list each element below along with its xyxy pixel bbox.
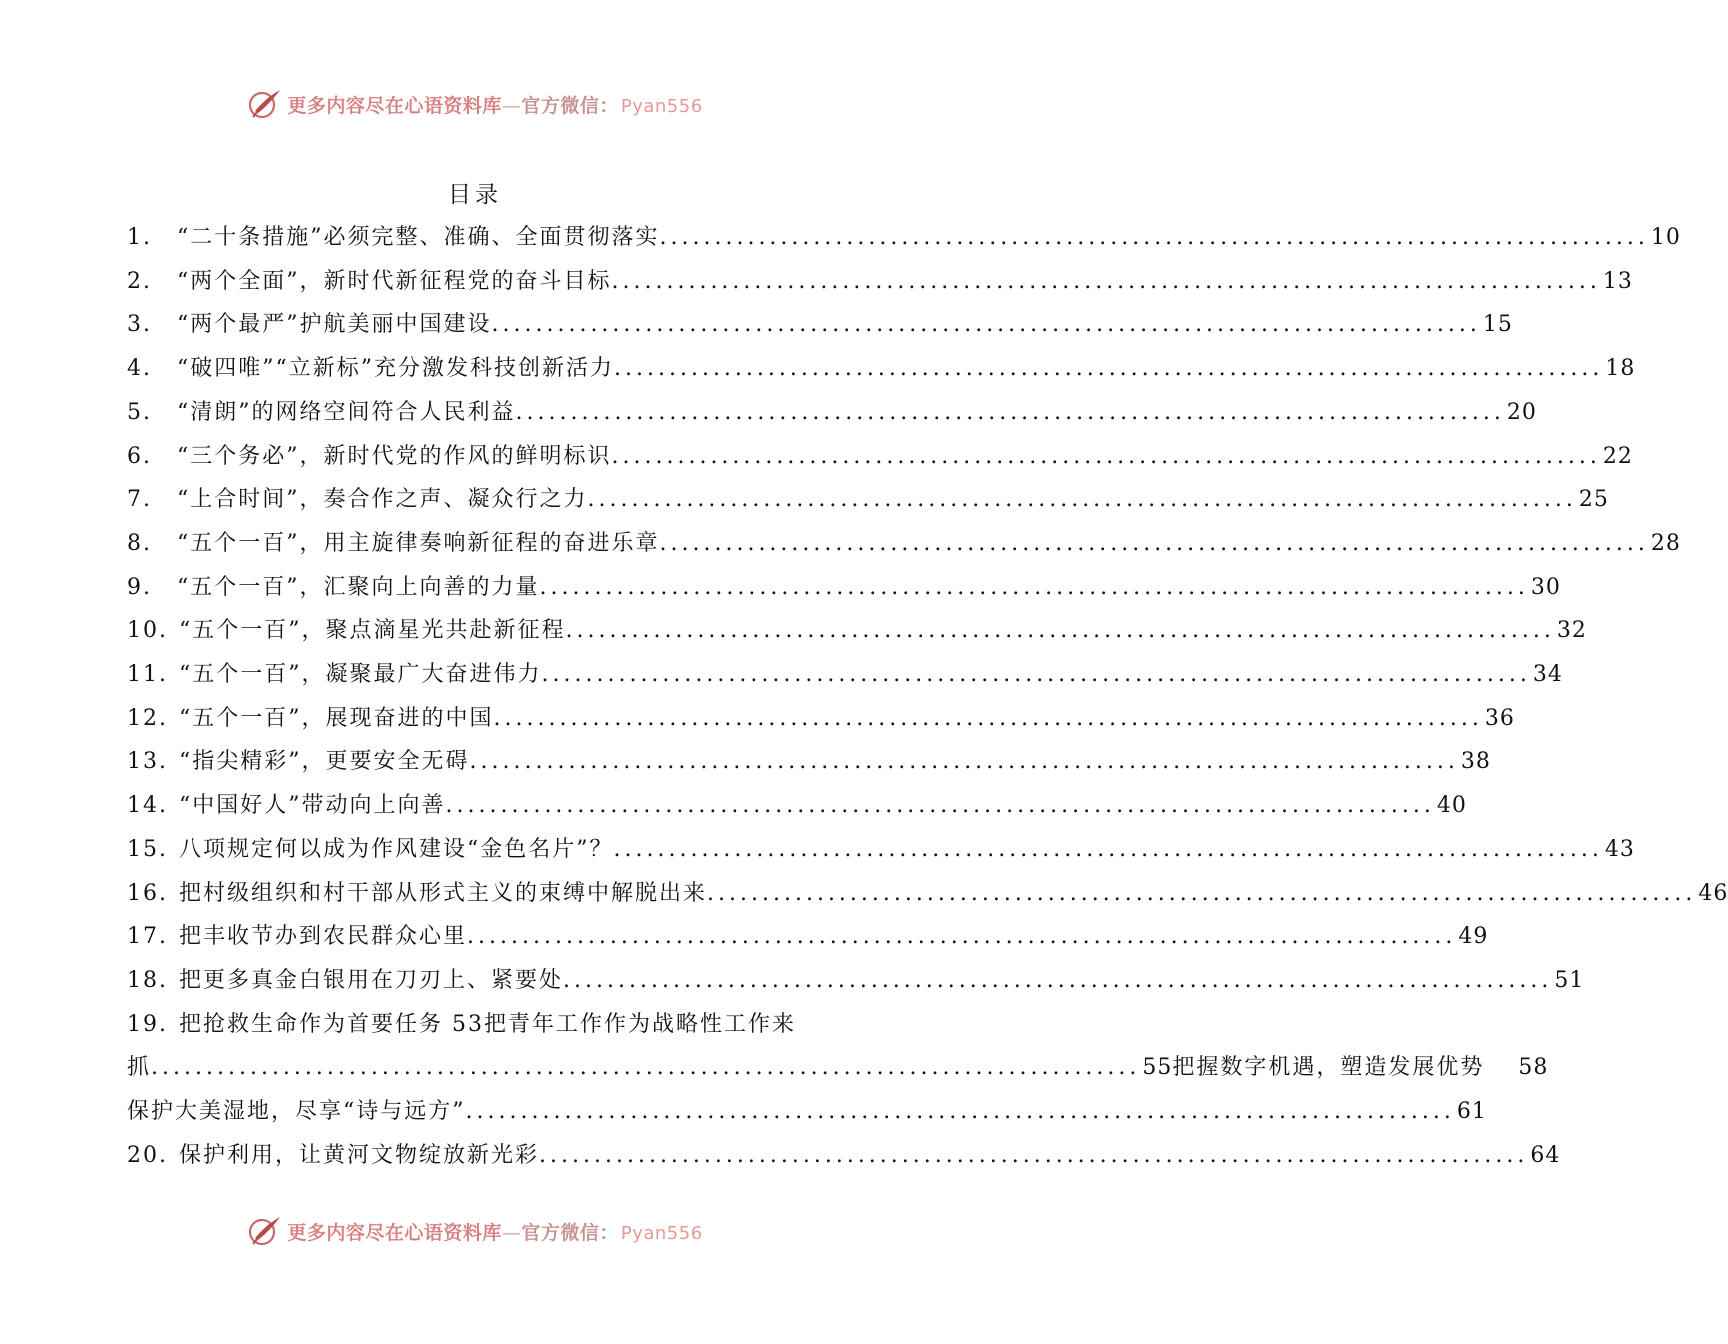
- toc-entry-number: 2.: [127, 268, 152, 294]
- toc-entry[interactable]: [127, 435, 1633, 479]
- toc-entry-title: 把更多真金白银用在刀刃上、紧要处: [179, 967, 564, 993]
- toc-leader-dots: ..........................................................................................: [445, 793, 1435, 819]
- toc-entry[interactable]: [127, 216, 1681, 260]
- toc-entry-title: “上合时间”，奏合作之声、凝众行之力: [177, 487, 588, 513]
- banner-dash: —: [501, 1221, 522, 1244]
- toc-entry-page: 40: [1436, 793, 1467, 819]
- banner-brand: 更多内容尽在心语资料库: [287, 1221, 502, 1244]
- toc-entry[interactable]: [127, 522, 1681, 566]
- toc-entry-page: 55: [1142, 1055, 1173, 1081]
- toc-leader-dots: ..........................................................................................: [515, 399, 1505, 425]
- toc-entry[interactable]: [127, 609, 1587, 653]
- toc-entry-title: “破四唯”“立新标”充分激发科技创新活力: [177, 356, 614, 382]
- toc-entry-page: 64: [1530, 1142, 1561, 1168]
- toc-entry-number: 4.: [127, 356, 152, 382]
- toc-entry-page: 10: [1650, 225, 1681, 250]
- toc-entry[interactable]: [127, 740, 1491, 784]
- toc-leader-dots: ..........................................................................................: [611, 268, 1601, 294]
- toc-entry[interactable]: [127, 303, 1513, 347]
- toc-entry[interactable]: [127, 784, 1467, 828]
- toc-entry-number: 19.: [127, 1011, 168, 1037]
- toc-leader-dots: ..........................................................................................: [614, 356, 1604, 382]
- toc-entry-number: 7.: [127, 487, 152, 513]
- toc-entry-page: 43: [1604, 836, 1635, 862]
- toc-entry-page: 30: [1530, 574, 1561, 600]
- toc-entry-page: 46: [1698, 880, 1728, 906]
- header-banner: [0, 84, 950, 124]
- toc-leader-dots: ..........................................................................................: [611, 443, 1601, 469]
- toc-entry[interactable]: [127, 566, 1561, 610]
- banner-dash: —: [501, 94, 522, 117]
- toc-entry-number: 3.: [127, 312, 152, 338]
- toc-entry-number: 16.: [127, 880, 168, 906]
- toc-entry-19-line3[interactable]: [127, 1090, 1487, 1134]
- toc-entry-page: 32: [1556, 618, 1587, 644]
- toc-title: 目录: [448, 182, 502, 208]
- toc-entry-title: 抓: [127, 1055, 152, 1081]
- toc-entry-title: “指尖精彩”，更要安全无碍: [179, 749, 470, 775]
- toc-leader-dots: ..........................................................................................: [659, 530, 1649, 556]
- toc-entry-19-line1[interactable]: [127, 1003, 796, 1047]
- toc-entry-page: 58: [1518, 1055, 1549, 1081]
- toc-entry-page: 20: [1506, 399, 1537, 425]
- toc-entry-number: 10.: [127, 618, 168, 644]
- banner-wechat-id: Pyan556: [620, 95, 703, 117]
- toc-entry-number: 13.: [127, 749, 168, 775]
- toc-leader-dots: ..........................................................................................: [539, 1142, 1529, 1168]
- toc-entry-page: 34: [1532, 662, 1563, 687]
- toc-entry-title: “五个一百”，凝聚最广大奋进伟力: [179, 662, 542, 687]
- banner-brand: 更多内容尽在心语资料库: [287, 94, 502, 117]
- toc-entry[interactable]: [127, 260, 1633, 304]
- banner-wechat-id: Pyan556: [620, 1222, 703, 1244]
- toc-leader-dots: ..........................................................................................: [151, 1055, 1141, 1081]
- toc-entry-number: 20.: [127, 1142, 168, 1168]
- toc-entry-number: 6.: [127, 443, 152, 469]
- banner-text: [287, 91, 702, 118]
- toc-entry-title: “清朗”的网络空间符合人民利益: [177, 399, 516, 425]
- toc-entry-number: 1.: [127, 225, 152, 250]
- toc-entry-page: 15: [1482, 312, 1513, 338]
- toc-entry-title: “两个全面”，新时代新征程党的奋斗目标: [177, 268, 612, 294]
- toc-entry-number: 8.: [127, 530, 152, 556]
- toc-entry[interactable]: [127, 653, 1563, 697]
- toc-entry-title: “三个务必”，新时代党的作风的鲜明标识: [177, 443, 612, 469]
- toc-entry-title: 八项规定何以成为作风建设“金色名片”？: [179, 836, 614, 862]
- toc-entry-number: 5.: [127, 399, 152, 425]
- toc-entry[interactable]: [127, 915, 1489, 959]
- toc-leader-dots: ..........................................................................................: [469, 749, 1459, 775]
- toc-leader-dots: ..........................................................................................: [465, 1099, 1455, 1124]
- quill-logo-icon: [247, 86, 283, 122]
- toc-entry-page: 38: [1460, 749, 1491, 775]
- toc-entry-title: 把丰收节办到农民群众心里: [179, 924, 468, 950]
- toc-entry[interactable]: [127, 828, 1635, 872]
- toc-leader-dots: ..........................................................................................: [467, 924, 1457, 950]
- toc-entry-title: 把握数字机遇，塑造发展优势: [1172, 1055, 1485, 1081]
- toc-entry-title: 把村级组织和村干部从形式主义的束缚中解脱出来: [179, 880, 708, 906]
- toc-entry-number: 17.: [127, 924, 168, 950]
- banner-wechat-label: 官方微信：: [521, 1221, 619, 1244]
- toc-entry-number: 15.: [127, 836, 168, 862]
- toc-entry-number: 9.: [127, 574, 152, 600]
- toc-entry[interactable]: [127, 697, 1515, 741]
- toc-entry[interactable]: [127, 347, 1636, 391]
- quill-logo-icon: [247, 1213, 283, 1249]
- toc-entry-page: 49: [1458, 924, 1489, 950]
- toc-leader-dots: ..........................................................................................: [491, 312, 1481, 338]
- toc-entry-title: “五个一百”，用主旋律奏响新征程的奋进乐章: [177, 530, 660, 556]
- toc-entry-number: 11.: [127, 662, 168, 687]
- toc-entry-page: 22: [1602, 443, 1633, 469]
- toc-entry-page: 28: [1650, 530, 1681, 556]
- toc-entry-page: 51: [1554, 967, 1585, 993]
- footer-banner: [0, 1211, 950, 1251]
- banner-wechat-label: 官方微信：: [521, 94, 619, 117]
- toc-entry-title: 保护利用，让黄河文物绽放新光彩: [179, 1142, 540, 1168]
- toc-leader-dots: ..........................................................................................: [707, 880, 1697, 906]
- toc-entry-title: 把抢救生命作为首要任务 53把青年工作作为战略性工作来: [179, 1011, 796, 1037]
- toc-leader-dots: ..........................................................................................: [565, 618, 1555, 644]
- toc-leader-dots: ..........................................................................................: [613, 836, 1603, 862]
- banner-text: [287, 1218, 702, 1245]
- toc-entry-title: “五个一百”，展现奋进的中国: [179, 705, 494, 731]
- toc-entry[interactable]: [127, 872, 1728, 916]
- toc-leader-dots: ..........................................................................................: [539, 574, 1529, 600]
- toc-entry[interactable]: [127, 959, 1585, 1003]
- toc-entry-number: 18.: [127, 967, 168, 993]
- toc-entry-19-line2[interactable]: [127, 1046, 1549, 1090]
- toc-entry-title: “两个最严”护航美丽中国建设: [177, 312, 492, 338]
- toc-entry-page: 13: [1602, 268, 1633, 294]
- toc-entry-title: “中国好人”带动向上向善: [179, 793, 446, 819]
- toc-entry-title: “五个一百”，汇聚向上向善的力量: [177, 574, 540, 600]
- toc-entry[interactable]: [127, 1134, 1561, 1178]
- toc-entry[interactable]: [127, 391, 1537, 435]
- toc-entry-title: 保护大美湿地，尽享“诗与远方”: [127, 1099, 466, 1124]
- toc-leader-dots: ..........................................................................................: [493, 705, 1483, 731]
- toc-leader-dots: ..........................................................................................: [541, 662, 1531, 687]
- toc-entry-page: 61: [1456, 1099, 1487, 1124]
- toc-entry-page: 25: [1578, 487, 1609, 513]
- toc-leader-dots: ..........................................................................................: [563, 967, 1553, 993]
- toc-entry-page: 36: [1484, 705, 1515, 731]
- toc-entry[interactable]: [127, 478, 1609, 522]
- toc-leader-dots: ..........................................................................................: [587, 487, 1577, 513]
- toc-entry-number: 12.: [127, 705, 168, 731]
- toc-entry-title: “二十条措施”必须完整、准确、全面贯彻落实: [177, 225, 660, 250]
- toc-entry-page: 18: [1605, 356, 1636, 382]
- toc-entry-title: “五个一百”，聚点滴星光共赴新征程: [179, 618, 566, 644]
- toc-entry-number: 14.: [127, 793, 168, 819]
- toc-leader-dots: ..........................................................................................: [659, 225, 1649, 250]
